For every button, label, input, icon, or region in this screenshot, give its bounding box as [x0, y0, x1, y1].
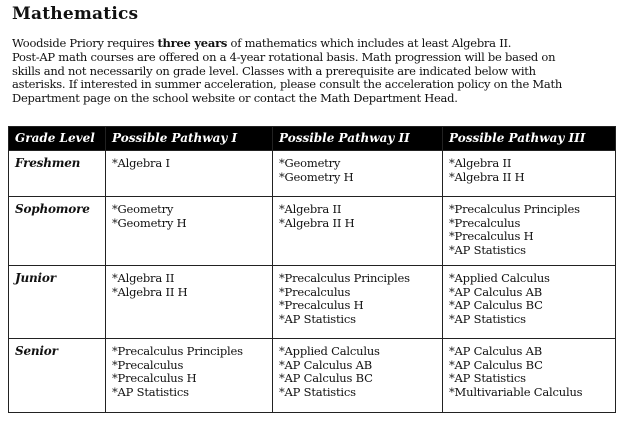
pathway-cell: [106, 339, 273, 413]
course-item: *Algebra II: [279, 202, 342, 216]
grade-cell: Junior: [9, 266, 106, 339]
pathway-cell: [106, 151, 273, 197]
pathway-cell: [443, 266, 616, 339]
course-item: *Precalculus: [449, 215, 521, 230]
course-item: *AP Statistics: [279, 311, 356, 326]
pathway-cell: [106, 266, 273, 339]
pathway-cell: [106, 197, 273, 266]
pathway-cell: [273, 151, 443, 197]
intro-line: asterisks. If interested in summer acceleration, please consult the acceleration policy on the Math: [12, 77, 563, 92]
course-item: *Algebra II H: [449, 169, 525, 184]
math-pathway-table: [8, 126, 616, 413]
intro-line: skills and not necessarily on grade level. Classes with a prerequisite are indicated below with: [12, 63, 536, 78]
header-pathway-3: Possible Pathway III: [443, 127, 616, 151]
header-pathway-1: Possible Pathway I: [106, 127, 273, 151]
course-item: *Precalculus H: [112, 371, 197, 386]
course-item: *AP Statistics: [449, 371, 526, 386]
grade-cell: Freshmen: [9, 151, 106, 197]
table-row: [9, 151, 616, 197]
intro-line: Department page on the school website or contact the Math Department Head.: [12, 91, 458, 106]
course-item: *AP Calculus BC: [449, 298, 543, 313]
course-item: *Applied Calculus: [449, 271, 550, 285]
course-item: *Geometry H: [279, 169, 354, 184]
grade-cell: Sophomore: [9, 197, 106, 266]
intro-line: Post-AP math courses are offered on a 4-year rotational basis. Math progression will be based on: [12, 49, 556, 64]
course-item: *Geometry H: [112, 215, 187, 230]
page-title: Mathematics: [12, 4, 139, 24]
pathway-cell: [443, 151, 616, 197]
course-item: *Applied Calculus: [279, 344, 380, 358]
requirement-emphasis: three years: [157, 36, 228, 50]
course-item: *Precalculus: [279, 284, 351, 299]
course-item: *Algebra I: [112, 156, 170, 170]
course-item: *Geometry: [112, 202, 174, 216]
course-item: *Algebra II H: [279, 215, 355, 230]
pathway-cell: [273, 266, 443, 339]
table-row: [9, 266, 616, 339]
course-item: *Precalculus Principles: [449, 202, 580, 216]
intro-line: Woodside Priory requires three years of mathematics which includes at least Algebra II.: [12, 36, 512, 50]
course-item: *Algebra II: [449, 156, 512, 170]
course-item: *Geometry: [279, 156, 341, 170]
course-item: *Precalculus Principles: [112, 344, 243, 358]
header-pathway-2: Possible Pathway II: [273, 127, 443, 151]
course-item: *Multivariable Calculus: [449, 384, 583, 399]
course-item: *AP Calculus AB: [449, 284, 543, 299]
table-row: [9, 339, 616, 413]
course-item: *AP Statistics: [279, 384, 356, 399]
table-row: [9, 197, 616, 266]
course-item: *AP Statistics: [449, 242, 526, 257]
course-item: *AP Calculus BC: [449, 357, 543, 372]
course-item: *AP Statistics: [112, 384, 189, 399]
pathway-cell: [443, 197, 616, 266]
course-item: *Algebra II: [112, 271, 175, 285]
course-item: *Precalculus Principles: [279, 271, 410, 285]
pathway-cell: [273, 197, 443, 266]
course-item: *AP Calculus BC: [279, 371, 373, 386]
grade-cell: Senior: [9, 339, 106, 413]
intro-paragraph: [12, 37, 612, 106]
pathway-cell: [443, 339, 616, 413]
pathway-cell: [273, 339, 443, 413]
course-item: *AP Calculus AB: [279, 357, 373, 372]
course-item: *Precalculus H: [449, 229, 534, 244]
course-item: *Precalculus: [112, 357, 184, 372]
course-item: *Precalculus H: [279, 298, 364, 313]
course-item: *AP Calculus AB: [449, 344, 543, 358]
table-header-row: [9, 127, 616, 151]
course-item: *Algebra II H: [112, 284, 188, 299]
header-grade-level: Grade Level: [9, 127, 106, 151]
course-item: *AP Statistics: [449, 311, 526, 326]
